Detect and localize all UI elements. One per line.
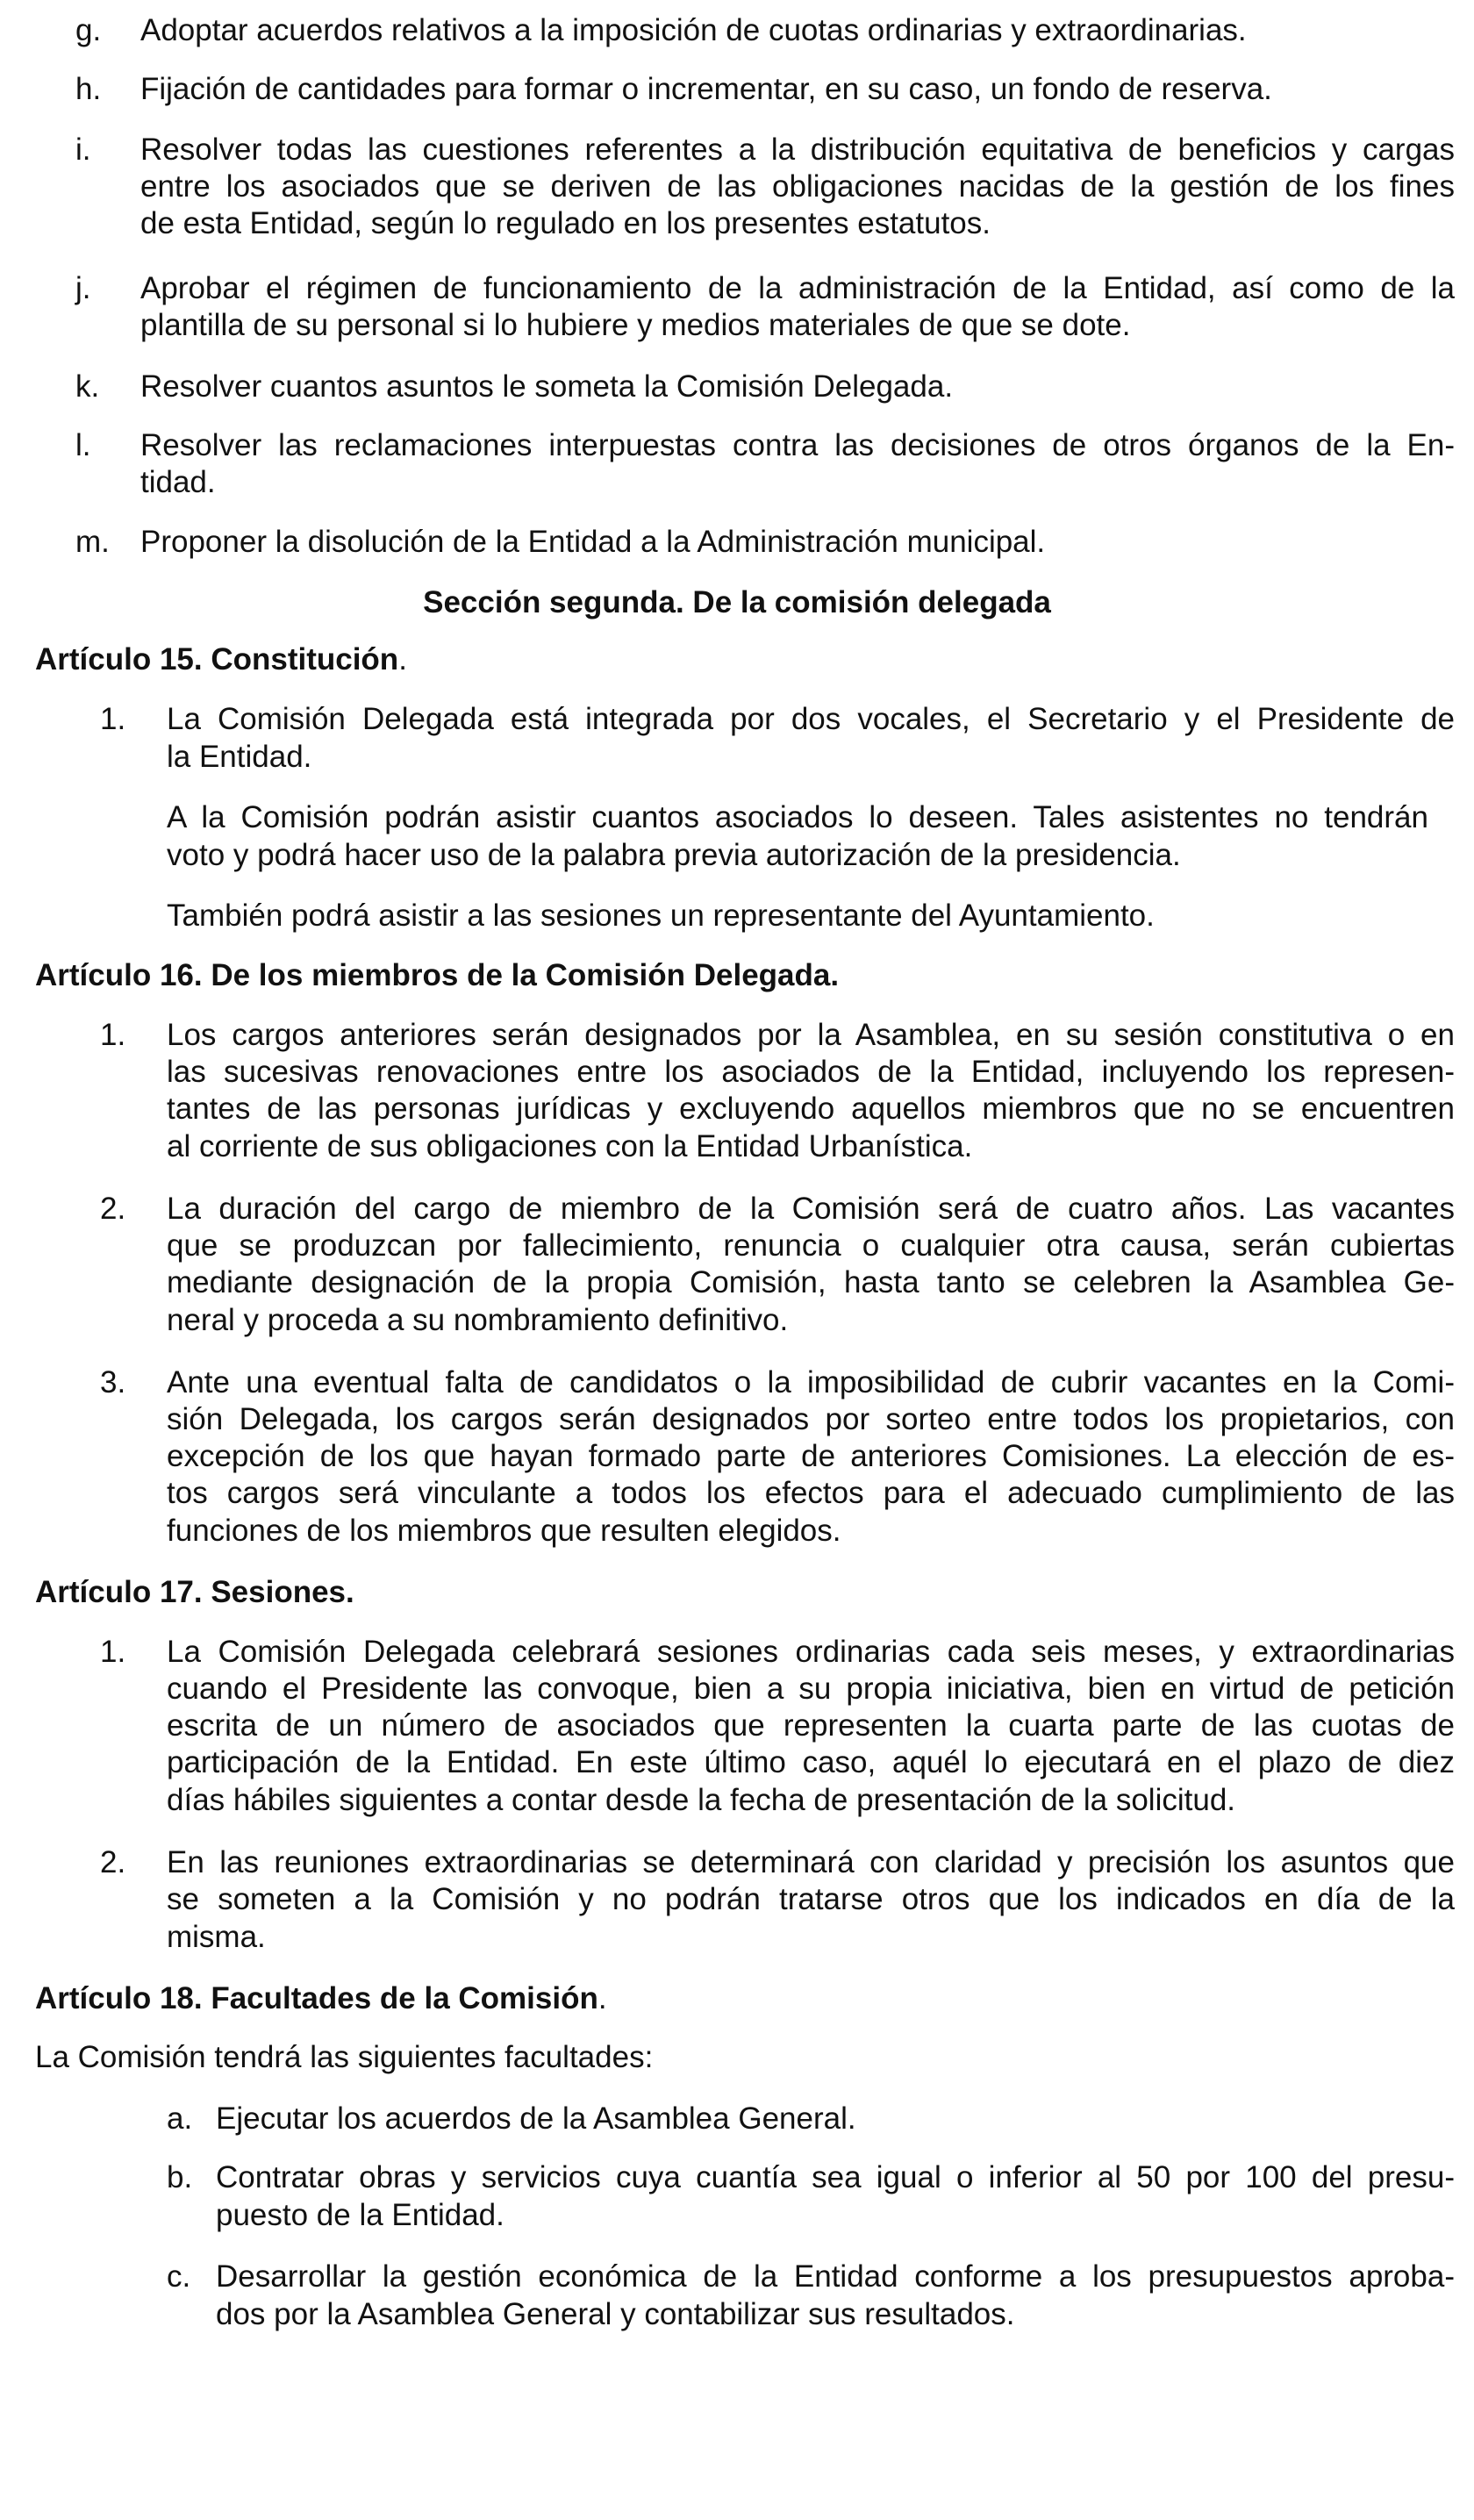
item-text: La Comisión Delegada celebrará sesiones ordinarias cada seis meses, y extraordinarias (167, 1635, 1455, 1669)
list-text: plantilla de su personal si lo hubiere y medios materiales de que se dote. (140, 308, 1131, 342)
list-text: Resolver cuantos asuntos le someta la Comisión Delegada. (140, 369, 954, 404)
item-marker: b. (167, 2160, 193, 2194)
list-marker: h. (75, 72, 102, 106)
list-marker: m. (75, 525, 110, 559)
item-marker: a. (167, 2101, 193, 2136)
item-text: la Entidad. (167, 740, 312, 774)
item-text: días hábiles siguientes a contar desde la fecha de presentación de la solicitud. (167, 1783, 1236, 1817)
item-text: Ejecutar los acuerdos de la Asamblea General. (216, 2101, 856, 2136)
list-text: Aprobar el régimen de funcionamiento de la administración de la Entidad, así como de la (140, 271, 1455, 305)
article-intro: La Comisión tendrá las siguientes facultades: (35, 2040, 654, 2074)
list-text: Fijación de cantidades para formar o incrementar, en su caso, un fondo de reserva. (140, 72, 1272, 106)
item-text: dos por la Asamblea General y contabilizar sus resultados. (216, 2297, 1015, 2331)
list-marker: l. (75, 428, 91, 462)
item-marker: 1. (100, 1018, 126, 1052)
item-text: La duración del cargo de miembro de la Comisión será de cuatro años. Las vacantes (167, 1192, 1455, 1226)
item-text: mediante designación de la propia Comisión, hasta tanto se celebren la Asamblea Ge- (167, 1265, 1455, 1299)
item-marker: 3. (100, 1365, 126, 1400)
item-text: puesto de la Entidad. (216, 2198, 504, 2232)
item-text: que se produzcan por fallecimiento, renuncia o cualquier otra causa, serán cubiertas (167, 1228, 1455, 1263)
paragraph-text: voto y podrá hacer uso de la palabra previa autorización de la presidencia. (167, 838, 1181, 872)
list-text: tidad. (140, 465, 216, 499)
list-text: Adoptar acuerdos relativos a la imposición de cuotas ordinarias y extraordinarias. (140, 13, 1247, 47)
list-marker: j. (75, 271, 91, 305)
paragraph-text: A la Comisión podrán asistir cuantos asociados lo deseen. Tales asistentes no tendrán (167, 800, 1428, 834)
item-text: se someten a la Comisión y no podrán tratarse otros que los indicados en día de la (167, 1882, 1455, 1916)
list-text: Resolver las reclamaciones interpuestas contra las decisiones de otros órganos de la En- (140, 428, 1455, 462)
article-heading-period: . (597, 1981, 607, 2015)
list-text: Proponer la disolución de la Entidad a la Administración municipal. (140, 525, 1046, 559)
list-text: Resolver todas las cuestiones referentes a la distribución equitativa de beneficios y cargas (140, 132, 1455, 167)
item-text: sión Delegada, los cargos serán designados por sorteo entre todos los propietarios, con (167, 1402, 1455, 1436)
item-marker: 1. (100, 702, 126, 736)
item-text: Ante una eventual falta de candidatos o la imposibilidad de cubrir vacantes en la Comi- (167, 1365, 1455, 1400)
list-text: de esta Entidad, según lo regulado en los presentes estatutos. (140, 206, 991, 240)
article-heading-text: Artículo 15. Constitución (35, 642, 399, 677)
article-heading: Artículo 17. Sesiones. (35, 1575, 354, 1609)
list-text: entre los asociados que se deriven de las obligaciones nacidas de la gestión de los fines (140, 169, 1455, 204)
article-heading: Artículo 16. De los miembros de la Comisión Delegada. (35, 958, 840, 992)
item-text: Contratar obras y servicios cuya cuantía sea igual o inferior al 50 por 100 del presu- (216, 2160, 1455, 2194)
article-heading (35, 1979, 607, 2019)
item-text: tos cargos será vinculante a todos los efectos para el adecuado cumplimiento de las (167, 1476, 1455, 1510)
item-text: escrita de un número de asociados que representen la cuarta parte de las cuotas de (167, 1708, 1455, 1743)
section-title: Sección segunda. De la comisión delegada (423, 585, 1051, 619)
item-text: al corriente de sus obligaciones con la Entidad Urbanística. (167, 1129, 973, 1163)
list-marker: g. (75, 13, 102, 47)
article-heading (35, 640, 407, 680)
article-heading-period: . (398, 642, 407, 677)
item-text: tantes de las personas jurídicas y excluyendo aquellos miembros que no se encuentren (167, 1092, 1455, 1126)
item-text: Los cargos anteriores serán designados por la Asamblea, en su sesión constitutiva o en (167, 1018, 1455, 1052)
list-marker: k. (75, 369, 100, 404)
item-text: participación de la Entidad. En este último caso, aquél lo ejecutará en el plazo de diez (167, 1745, 1455, 1779)
list-marker: i. (75, 132, 91, 167)
article-heading-text: Artículo 18. Facultades de la Comisión (35, 1981, 598, 2015)
item-text: La Comisión Delegada está integrada por dos vocales, el Secretario y el Presidente de (167, 702, 1455, 736)
item-marker: 1. (100, 1635, 126, 1669)
item-marker: 2. (100, 1192, 126, 1226)
item-text: En las reuniones extraordinarias se determinará con claridad y precisión los asuntos que (167, 1845, 1455, 1879)
item-text: cuando el Presidente las convoque, bien a su propia iniciativa, bien en virtud de petición (167, 1672, 1455, 1706)
item-text: Desarrollar la gestión económica de la Entidad conforme a los presupuestos aproba- (216, 2259, 1455, 2294)
item-marker: c. (167, 2259, 191, 2294)
item-marker: 2. (100, 1845, 126, 1879)
item-text: neral y proceda a su nombramiento definitivo. (167, 1303, 789, 1337)
paragraph-text: También podrá asistir a las sesiones un representante del Ayuntamiento. (167, 898, 1155, 933)
item-text: excepción de los que hayan formado parte de anteriores Comisiones. La elección de es- (167, 1439, 1455, 1473)
item-text: misma. (167, 1920, 266, 1954)
item-text: las sucesivas renovaciones entre los asociados de la Entidad, incluyendo los represen- (167, 1055, 1455, 1089)
item-text: funciones de los miembros que resulten elegidos. (167, 1514, 841, 1548)
